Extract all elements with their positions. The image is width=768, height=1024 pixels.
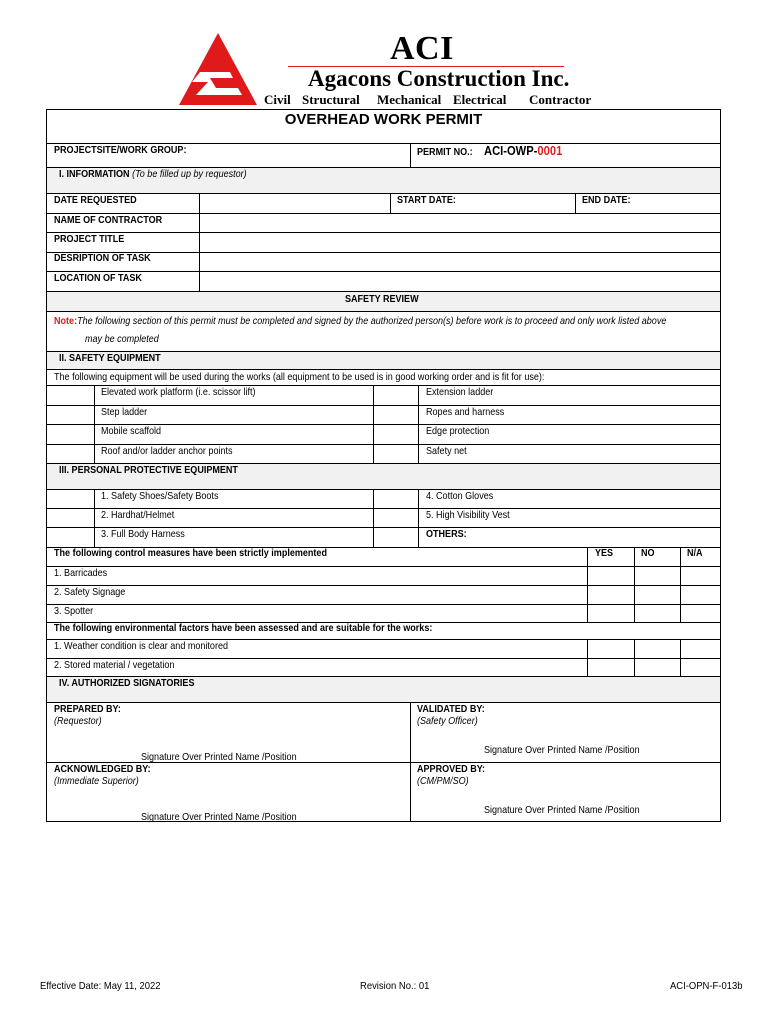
section-ppe-title: III. PERSONAL PROTECTIVE EQUIPMENT bbox=[59, 464, 238, 476]
discipline-structural: Structural bbox=[302, 92, 360, 107]
ppe-others-label: OTHERS: bbox=[426, 528, 467, 540]
form-code: ACI-OPN-F-013b bbox=[670, 980, 743, 992]
equipment-intro: The following equipment will be used during the works (all equipment to be used is in good working order and is fit for use): bbox=[54, 371, 545, 383]
acknowledged-by-label: ACKNOWLEDGED BY: bbox=[54, 763, 151, 775]
approved-by-signature-line: Signature Over Printed Name /Position bbox=[484, 804, 640, 816]
environment-item-stored-material: 2. Stored material / vegetation bbox=[54, 659, 175, 671]
validated-by-label: VALIDATED BY: bbox=[417, 703, 485, 715]
effective-date: Effective Date: May 11, 2022 bbox=[40, 980, 161, 992]
ppe-item-safety-shoes: 1. Safety Shoes/Safety Boots bbox=[101, 490, 219, 502]
approved-by-role: (CM/PM/SO) bbox=[417, 775, 469, 787]
equipment-item-step-ladder: Step ladder bbox=[101, 406, 148, 418]
red-triangle-logo-icon bbox=[178, 32, 258, 106]
permit-form bbox=[46, 109, 721, 822]
discipline-mechanical: Mechanical bbox=[377, 92, 442, 107]
control-item-spotter: 3. Spotter bbox=[54, 605, 94, 617]
end-date-label: END DATE: bbox=[582, 194, 631, 206]
section-information-title: I. INFORMATION (To be filled up by requestor) bbox=[59, 168, 247, 180]
section-signatories-title: IV. AUTHORIZED SIGNATORIES bbox=[59, 677, 195, 689]
equipment-item-safety-net: Safety net bbox=[426, 445, 467, 457]
safety-note: Note:The following section of this permit must be completed and signed by the authorized person(s) before work is to proceed and only work listed above bbox=[54, 315, 667, 327]
column-na: N/A bbox=[687, 547, 703, 559]
environment-heading: The following environmental factors have been assessed and are suitable for the works: bbox=[54, 622, 433, 634]
acknowledged-by-role: (Immediate Superior) bbox=[54, 775, 139, 787]
revision-number: Revision No.: 01 bbox=[360, 980, 430, 992]
equipment-item-anchor-points: Roof and/or ladder anchor points bbox=[101, 445, 233, 457]
equipment-item-edge-protection: Edge protection bbox=[426, 425, 490, 437]
safety-review-heading: SAFETY REVIEW bbox=[345, 293, 419, 305]
safety-note-continued: may be completed bbox=[85, 333, 159, 345]
ppe-item-body-harness: 3. Full Body Harness bbox=[101, 528, 185, 540]
task-description-label: DESRIPTION OF TASK bbox=[54, 252, 151, 264]
discipline-electrical: Electrical bbox=[453, 92, 507, 107]
project-label: PROJECTSITE/WORK GROUP: bbox=[54, 144, 187, 156]
ppe-item-hardhat: 2. Hardhat/Helmet bbox=[101, 509, 175, 521]
section-safety-equipment-title: II. SAFETY EQUIPMENT bbox=[59, 352, 161, 364]
date-requested-label: DATE REQUESTED bbox=[54, 194, 137, 206]
permit-no-label: PERMIT NO.: bbox=[417, 146, 473, 158]
prepared-by-signature-line: Signature Over Printed Name /Position bbox=[141, 751, 297, 763]
start-date-label: START DATE: bbox=[397, 194, 456, 206]
validated-by-signature-line: Signature Over Printed Name /Position bbox=[484, 744, 640, 756]
equipment-item-extension-ladder: Extension ladder bbox=[426, 386, 494, 398]
form-title: OVERHEAD WORK PERMIT bbox=[284, 111, 483, 128]
prepared-by-role: (Requestor) bbox=[54, 715, 102, 727]
column-yes: YES bbox=[595, 547, 614, 559]
task-location-label: LOCATION OF TASK bbox=[54, 272, 142, 284]
equipment-item-ropes-harness: Ropes and harness bbox=[426, 406, 505, 418]
contractor-name-label: NAME OF CONTRACTOR bbox=[54, 214, 163, 226]
company-name: Agacons Construction Inc. bbox=[308, 66, 570, 91]
discipline-contractor: Contractor bbox=[529, 92, 592, 107]
acknowledged-by-signature-line: Signature Over Printed Name /Position bbox=[141, 811, 297, 823]
discipline-civil: Civil bbox=[264, 92, 291, 107]
environment-item-weather: 1. Weather condition is clear and monitored bbox=[54, 640, 229, 652]
validated-by-role: (Safety Officer) bbox=[417, 715, 478, 727]
brand-code: ACI bbox=[390, 30, 454, 67]
equipment-item-mobile-scaffold: Mobile scaffold bbox=[101, 425, 162, 437]
permit-no-value: ACI-OWP-0001 bbox=[484, 143, 563, 158]
control-item-signage: 2. Safety Signage bbox=[54, 586, 126, 598]
ppe-item-cotton-gloves: 4. Cotton Gloves bbox=[426, 490, 494, 502]
project-title-label: PROJECT TITLE bbox=[54, 233, 125, 245]
ppe-item-visibility-vest: 5. High Visibility Vest bbox=[426, 509, 510, 521]
control-item-barricades: 1. Barricades bbox=[54, 567, 108, 579]
equipment-item-scissor-lift: Elevated work platform (i.e. scissor lift) bbox=[101, 386, 256, 398]
prepared-by-label: PREPARED BY: bbox=[54, 703, 121, 715]
control-measures-heading: The following control measures have been strictly implemented bbox=[54, 547, 327, 559]
column-no: NO bbox=[641, 547, 655, 559]
approved-by-label: APPROVED BY: bbox=[417, 763, 486, 775]
